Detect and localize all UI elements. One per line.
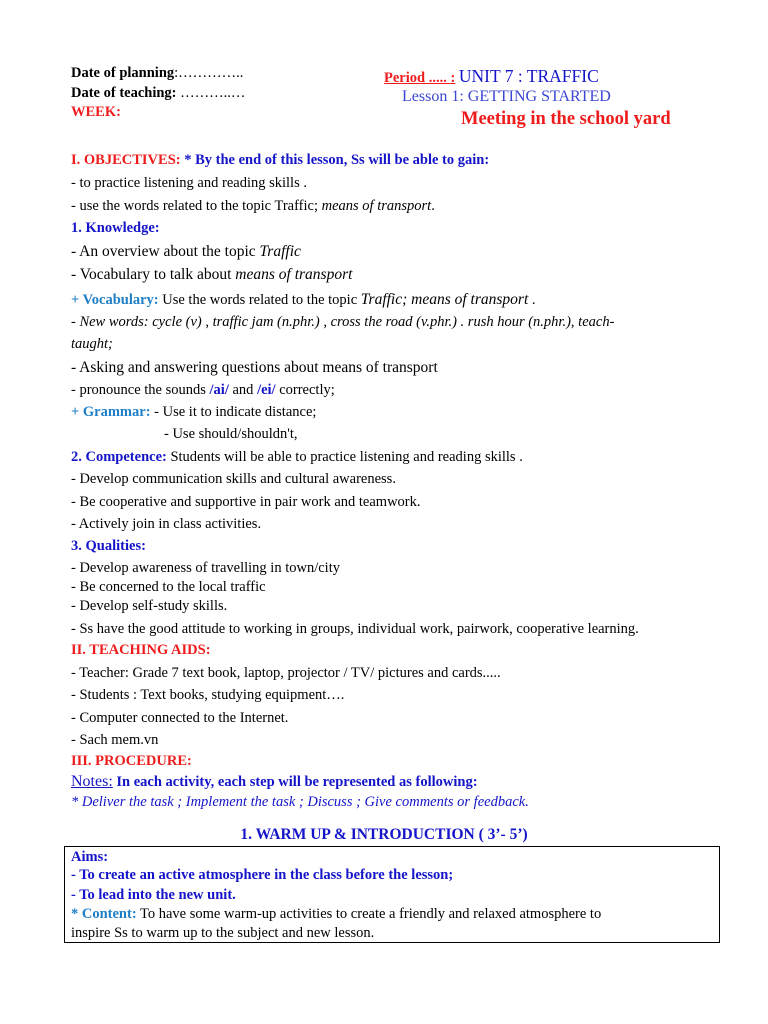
- competence-item-1: - Develop communication skills and cultural awareness.: [71, 471, 396, 487]
- aims-heading: Aims:: [71, 849, 109, 865]
- teaching-aids-heading: II. TEACHING AIDS:: [71, 642, 211, 658]
- procedure-notes: Notes: In each activity, each step will be represented as following:: [71, 773, 478, 790]
- teaching-aid-4: - Sach mem.vn: [71, 732, 159, 748]
- date-of-teaching: Date of teaching: ………..…: [71, 85, 246, 101]
- competence-line: 2. Competence: Students will be able to practice listening and reading skills .: [71, 449, 523, 465]
- objectives-heading: I. OBJECTIVES: * By the end of this lesson, Ss will be able to gain:: [71, 152, 490, 168]
- content-line-2: inspire Ss to warm up to the subject and new lesson.: [71, 925, 375, 941]
- grammar-line-2: - Use should/shouldn't,: [164, 426, 298, 442]
- period-unit-title: Period ..... : UNIT 7 : TRAFFIC: [384, 66, 599, 86]
- objective-line-1: - to practice listening and reading skills .: [71, 175, 307, 191]
- knowledge-line-2: - Vocabulary to talk about means of transport: [71, 266, 353, 283]
- new-words-line-1: - New words: cycle (v) , traffic jam (n.phr.) , cross the road (v.phr.) . rush hour (n.phr.), teach-: [71, 314, 615, 330]
- warmup-title: 1. WARM UP & INTRODUCTION ( 3’- 5’): [240, 826, 528, 843]
- teaching-aid-3: - Computer connected to the Internet.: [71, 710, 289, 726]
- week-label: WEEK:: [71, 104, 121, 120]
- warmup-aims-box: [64, 846, 720, 943]
- new-words-line-2: taught;: [71, 336, 113, 352]
- qualities-item-1: - Develop awareness of travelling in town/city: [71, 560, 340, 576]
- aim-item-2: - To lead into the new unit.: [71, 887, 236, 903]
- lesson-title: Lesson 1: GETTING STARTED: [402, 88, 611, 105]
- competence-item-2: - Be cooperative and supportive in pair work and teamwork.: [71, 494, 421, 510]
- procedure-steps: * Deliver the task ; Implement the task ; Discuss ; Give comments or feedback.: [71, 794, 529, 810]
- date-of-planning: Date of planning:…………..: [71, 65, 244, 81]
- qualities-heading: 3. Qualities:: [71, 538, 146, 554]
- qualities-item-3: - Develop self-study skills.: [71, 598, 228, 614]
- objective-line-2: - use the words related to the topic Traffic; means of transport.: [71, 198, 435, 214]
- pronounce-line: - pronounce the sounds /ai/ and /ei/ correctly;: [71, 382, 335, 398]
- aim-item-1: - To create an active atmosphere in the class before the lesson;: [71, 867, 454, 883]
- knowledge-heading: 1. Knowledge:: [71, 220, 160, 236]
- asking-line: - Asking and answering questions about means of transport: [71, 359, 438, 376]
- qualities-item-4: - Ss have the good attitude to working in groups, individual work, pairwork, cooperative learning.: [71, 621, 639, 637]
- vocabulary-line: + Vocabulary: Use the words related to the topic Traffic; means of transport .: [71, 291, 536, 308]
- teaching-aid-1: - Teacher: Grade 7 text book, laptop, projector / TV/ pictures and cards.....: [71, 665, 501, 681]
- qualities-item-2: - Be concerned to the local traffic: [71, 579, 266, 595]
- procedure-heading: III. PROCEDURE:: [71, 753, 192, 769]
- teaching-aid-2: - Students : Text books, studying equipment….: [71, 687, 345, 703]
- lesson-subtitle: Meeting in the school yard: [461, 109, 671, 129]
- competence-item-3: - Actively join in class activities.: [71, 516, 262, 532]
- knowledge-line-1: - An overview about the topic Traffic: [71, 243, 301, 260]
- grammar-line-1: + Grammar: - Use it to indicate distance;: [71, 404, 317, 420]
- content-line: * Content: To have some warm-up activities to create a friendly and relaxed atmosphere to: [71, 906, 602, 922]
